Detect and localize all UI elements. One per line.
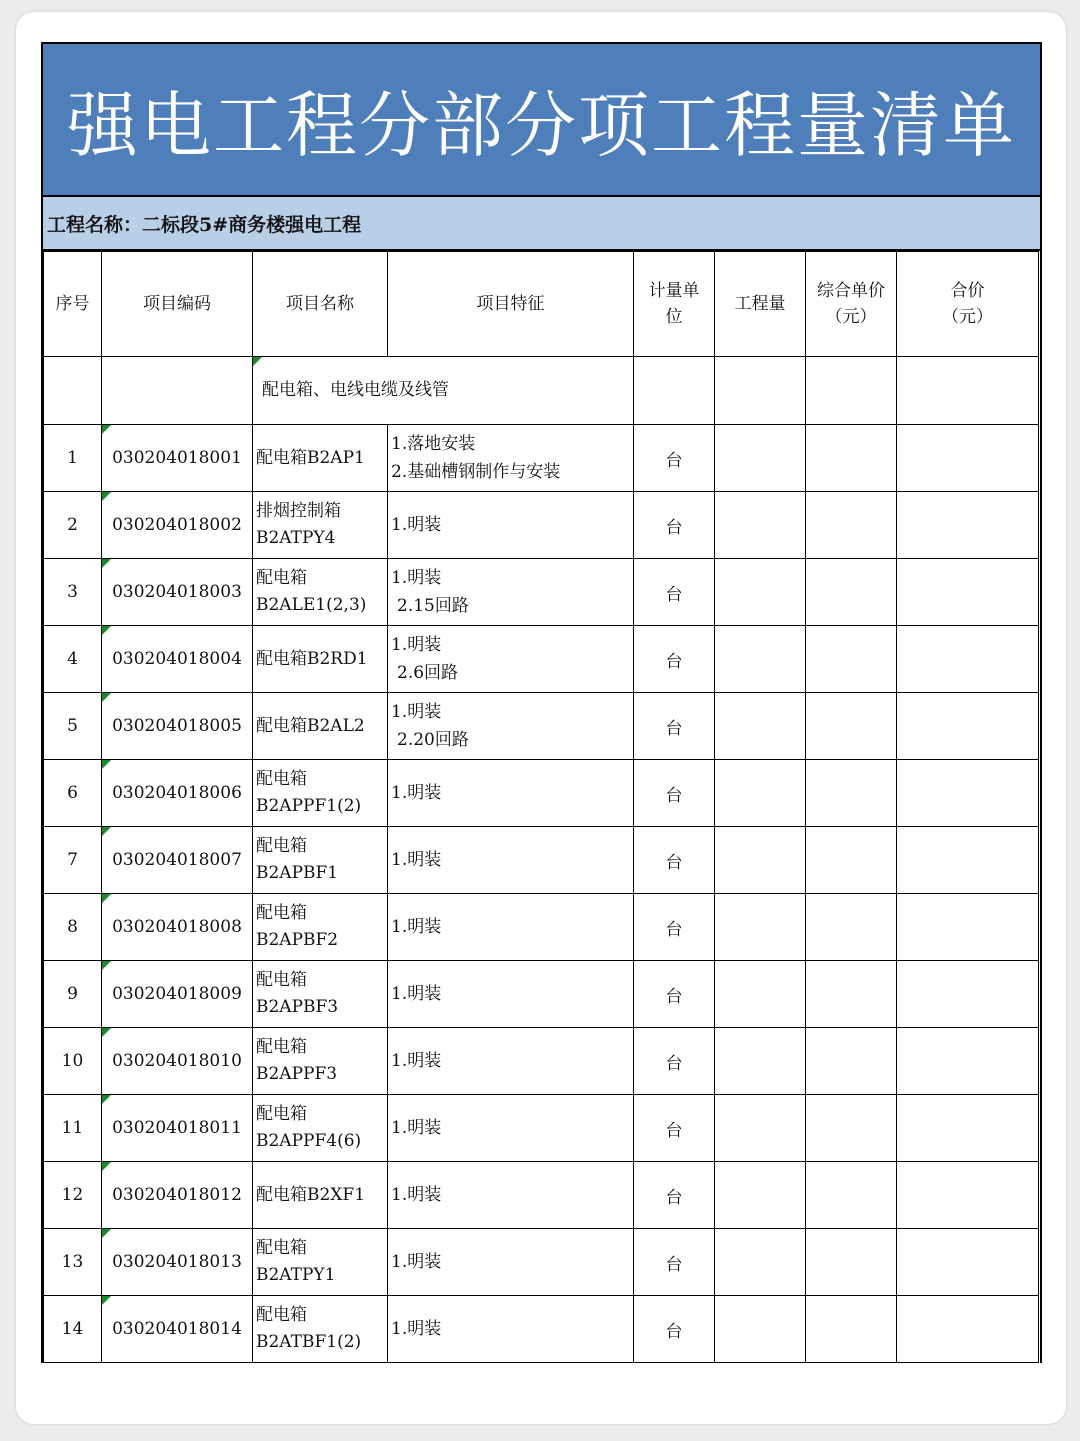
header-unit-line1: 计量单 xyxy=(648,281,700,301)
row-feature-line1: 1.明装 xyxy=(391,515,442,535)
row-seq: 4 xyxy=(44,626,102,693)
row-item-name xyxy=(253,425,388,492)
row-feature-line1: 1.明装 xyxy=(391,568,442,588)
row-total xyxy=(897,559,1039,626)
row-quantity xyxy=(715,1296,806,1363)
row-item-name-line1: 配电箱 xyxy=(256,1238,307,1258)
row-feature-line1: 1.明装 xyxy=(391,1118,442,1138)
row-code: 030204018012 xyxy=(102,1162,253,1229)
row-unit: 台 xyxy=(634,492,715,559)
row-item-name-line1: 配电箱 xyxy=(256,970,307,990)
table-row xyxy=(44,894,1039,961)
row-quantity xyxy=(715,559,806,626)
row-total xyxy=(897,1229,1039,1296)
header-total xyxy=(897,252,1039,357)
row-code: 030204018014 xyxy=(102,1296,253,1363)
row-item-name xyxy=(253,1162,388,1229)
row-unit-price xyxy=(806,693,897,760)
row-feature xyxy=(388,961,634,1028)
row-code: 030204018006 xyxy=(102,760,253,827)
row-item-name-line1: 配电箱B2AP1 xyxy=(256,447,365,468)
row-item-name-line1: 配电箱 xyxy=(256,568,307,588)
table-row xyxy=(44,1229,1039,1296)
row-unit-price xyxy=(806,1296,897,1363)
row-total xyxy=(897,894,1039,961)
row-total xyxy=(897,425,1039,492)
row-seq: 13 xyxy=(44,1229,102,1296)
row-seq: 2 xyxy=(44,492,102,559)
row-item-name-line2: B2ATBF1(2) xyxy=(256,1332,362,1352)
header-unit-price-line1: 综合单价 xyxy=(817,281,885,301)
table-row xyxy=(44,1296,1039,1363)
row-quantity xyxy=(715,894,806,961)
row-item-name xyxy=(253,559,388,626)
table-row xyxy=(44,559,1039,626)
row-item-name xyxy=(253,760,388,827)
table-row xyxy=(44,425,1039,492)
row-unit: 台 xyxy=(634,961,715,1028)
row-feature-line2: 2.6回路 xyxy=(397,663,459,683)
row-feature xyxy=(388,559,634,626)
row-item-name xyxy=(253,1028,388,1095)
row-feature-line1: 1.明装 xyxy=(391,984,442,1004)
row-code: 030204018002 xyxy=(102,492,253,559)
row-feature-line2: 2.20回路 xyxy=(397,730,469,750)
row-item-name-line1: 配电箱B2RD1 xyxy=(256,648,368,669)
project-name: 二标段5#商务楼强电工程 xyxy=(142,213,362,236)
row-seq: 1 xyxy=(44,425,102,492)
row-item-name-line2: B2APBF2 xyxy=(256,930,339,950)
row-item-name-line1: 配电箱 xyxy=(256,1037,307,1057)
row-feature xyxy=(388,1028,634,1095)
header-row xyxy=(44,252,1039,357)
row-seq: 12 xyxy=(44,1162,102,1229)
header-name: 项目名称 xyxy=(253,252,388,357)
row-total xyxy=(897,961,1039,1028)
row-quantity xyxy=(715,1095,806,1162)
row-unit-price xyxy=(806,1095,897,1162)
row-total xyxy=(897,760,1039,827)
row-item-name-line2: B2APBF3 xyxy=(256,997,339,1017)
row-item-name xyxy=(253,827,388,894)
row-item-name xyxy=(253,894,388,961)
section-title-text: 配电箱、电线电缆及线管 xyxy=(262,380,449,400)
row-item-name-line2: B2ALE1(2,3) xyxy=(256,595,367,615)
row-unit-price xyxy=(806,1028,897,1095)
row-feature-line1: 1.明装 xyxy=(391,1051,442,1071)
row-quantity xyxy=(715,760,806,827)
row-unit: 台 xyxy=(634,894,715,961)
row-feature xyxy=(388,827,634,894)
row-unit: 台 xyxy=(634,1162,715,1229)
row-feature xyxy=(388,1296,634,1363)
row-unit: 台 xyxy=(634,626,715,693)
table-row xyxy=(44,492,1039,559)
row-item-name xyxy=(253,961,388,1028)
row-item-name xyxy=(253,626,388,693)
row-unit: 台 xyxy=(634,559,715,626)
row-total xyxy=(897,693,1039,760)
row-feature xyxy=(388,1229,634,1296)
row-unit-price xyxy=(806,425,897,492)
row-seq: 8 xyxy=(44,894,102,961)
table-row xyxy=(44,1162,1039,1229)
table-row xyxy=(44,693,1039,760)
header-total-line1: 合价 xyxy=(950,281,985,301)
row-item-name-line1: 排烟控制箱 xyxy=(256,501,341,521)
row-unit-price xyxy=(806,1162,897,1229)
table-row xyxy=(44,760,1039,827)
row-item-name-line1: 配电箱B2AL2 xyxy=(256,715,365,736)
header-feature: 项目特征 xyxy=(388,252,634,357)
row-code: 030204018007 xyxy=(102,827,253,894)
row-item-name-line1: 配电箱 xyxy=(256,903,307,923)
row-seq: 14 xyxy=(44,1296,102,1363)
row-code: 030204018001 xyxy=(102,425,253,492)
row-feature-line2: 2.基础槽钢制作与安装 xyxy=(391,462,561,482)
row-feature-line1: 1.明装 xyxy=(391,1252,442,1272)
section-row xyxy=(44,357,1039,425)
row-item-name-line2: B2APPF1(2) xyxy=(256,796,362,816)
row-feature xyxy=(388,492,634,559)
row-unit: 台 xyxy=(634,1095,715,1162)
row-code: 030204018009 xyxy=(102,961,253,1028)
row-quantity xyxy=(715,693,806,760)
row-item-name-line1: 配电箱 xyxy=(256,769,307,789)
row-unit-price xyxy=(806,559,897,626)
table-row xyxy=(44,1028,1039,1095)
row-seq: 10 xyxy=(44,1028,102,1095)
row-item-name xyxy=(253,492,388,559)
header-unit-line2: 位 xyxy=(665,307,683,327)
row-unit-price xyxy=(806,1229,897,1296)
row-feature xyxy=(388,760,634,827)
page-title: 强电工程分部分项工程量清单 xyxy=(43,44,1040,197)
row-item-name-line1: 配电箱B2XF1 xyxy=(256,1184,366,1205)
table-row xyxy=(44,626,1039,693)
row-feature xyxy=(388,894,634,961)
section-title xyxy=(253,357,634,425)
row-item-name xyxy=(253,693,388,760)
row-feature-line1: 1.明装 xyxy=(391,1319,442,1339)
row-item-name-line1: 配电箱 xyxy=(256,1305,307,1325)
header-total-line2: （元） xyxy=(942,307,993,327)
header-quantity: 工程量 xyxy=(715,252,806,357)
row-item-name xyxy=(253,1296,388,1363)
row-seq: 7 xyxy=(44,827,102,894)
row-item-name-line2: B2ATPY4 xyxy=(256,528,336,548)
row-seq: 11 xyxy=(44,1095,102,1162)
row-feature xyxy=(388,425,634,492)
row-item-name-line2: B2APBF1 xyxy=(256,863,339,883)
row-feature-line1: 1.明装 xyxy=(391,635,442,655)
header-unit-price xyxy=(806,252,897,357)
row-item-name-line2: B2ATPY1 xyxy=(256,1265,336,1285)
row-item-name-line2: B2APPF3 xyxy=(256,1064,338,1084)
row-unit-price xyxy=(806,760,897,827)
row-feature xyxy=(388,693,634,760)
row-total xyxy=(897,492,1039,559)
project-label: 工程名称： xyxy=(47,213,143,236)
row-total xyxy=(897,1296,1039,1363)
row-seq: 5 xyxy=(44,693,102,760)
quantity-table xyxy=(43,251,1039,1363)
row-total xyxy=(897,1028,1039,1095)
row-feature xyxy=(388,1095,634,1162)
row-item-name xyxy=(253,1229,388,1296)
row-feature-line1: 1.明装 xyxy=(391,1185,442,1205)
header-seq: 序号 xyxy=(44,252,102,357)
row-unit-price xyxy=(806,827,897,894)
row-code: 030204018013 xyxy=(102,1229,253,1296)
row-total xyxy=(897,1162,1039,1229)
row-unit: 台 xyxy=(634,1229,715,1296)
row-item-name-line1: 配电箱 xyxy=(256,1104,307,1124)
row-quantity xyxy=(715,1229,806,1296)
row-seq: 6 xyxy=(44,760,102,827)
row-seq: 3 xyxy=(44,559,102,626)
row-quantity xyxy=(715,961,806,1028)
row-item-name xyxy=(253,1095,388,1162)
row-feature-line1: 1.明装 xyxy=(391,702,442,722)
row-item-name-line1: 配电箱 xyxy=(256,836,307,856)
row-feature-line1: 1.明装 xyxy=(391,917,442,937)
table-row xyxy=(44,961,1039,1028)
header-unit-price-line2: （元） xyxy=(825,307,877,327)
header-unit xyxy=(634,252,715,357)
row-code: 030204018004 xyxy=(102,626,253,693)
row-quantity xyxy=(715,1162,806,1229)
row-code: 030204018003 xyxy=(102,559,253,626)
row-feature xyxy=(388,626,634,693)
project-name-bar xyxy=(43,197,1040,251)
header-code: 项目编码 xyxy=(102,252,253,357)
row-unit-price xyxy=(806,492,897,559)
table-row xyxy=(44,1095,1039,1162)
row-feature-line2: 2.15回路 xyxy=(397,596,469,616)
row-total xyxy=(897,827,1039,894)
row-quantity xyxy=(715,827,806,894)
row-quantity xyxy=(715,425,806,492)
row-feature-line1: 1.落地安装 xyxy=(391,434,476,454)
row-unit-price xyxy=(806,626,897,693)
table-row xyxy=(44,827,1039,894)
row-code: 030204018010 xyxy=(102,1028,253,1095)
row-quantity xyxy=(715,1028,806,1095)
row-total xyxy=(897,626,1039,693)
row-code: 030204018005 xyxy=(102,693,253,760)
row-code: 030204018008 xyxy=(102,894,253,961)
row-feature-line1: 1.明装 xyxy=(391,783,442,803)
row-code: 030204018011 xyxy=(102,1095,253,1162)
row-unit: 台 xyxy=(634,693,715,760)
row-seq: 9 xyxy=(44,961,102,1028)
row-unit-price xyxy=(806,894,897,961)
row-unit: 台 xyxy=(634,1028,715,1095)
row-item-name-line2: B2APPF4(6) xyxy=(256,1131,362,1151)
bill-of-quantities-sheet xyxy=(41,42,1042,1363)
row-total xyxy=(897,1095,1039,1162)
row-feature-line1: 1.明装 xyxy=(391,850,442,870)
document-page xyxy=(16,12,1066,1424)
row-unit-price xyxy=(806,961,897,1028)
row-unit: 台 xyxy=(634,827,715,894)
row-quantity xyxy=(715,626,806,693)
row-feature xyxy=(388,1162,634,1229)
row-unit: 台 xyxy=(634,425,715,492)
row-quantity xyxy=(715,492,806,559)
row-unit: 台 xyxy=(634,1296,715,1363)
row-unit: 台 xyxy=(634,760,715,827)
